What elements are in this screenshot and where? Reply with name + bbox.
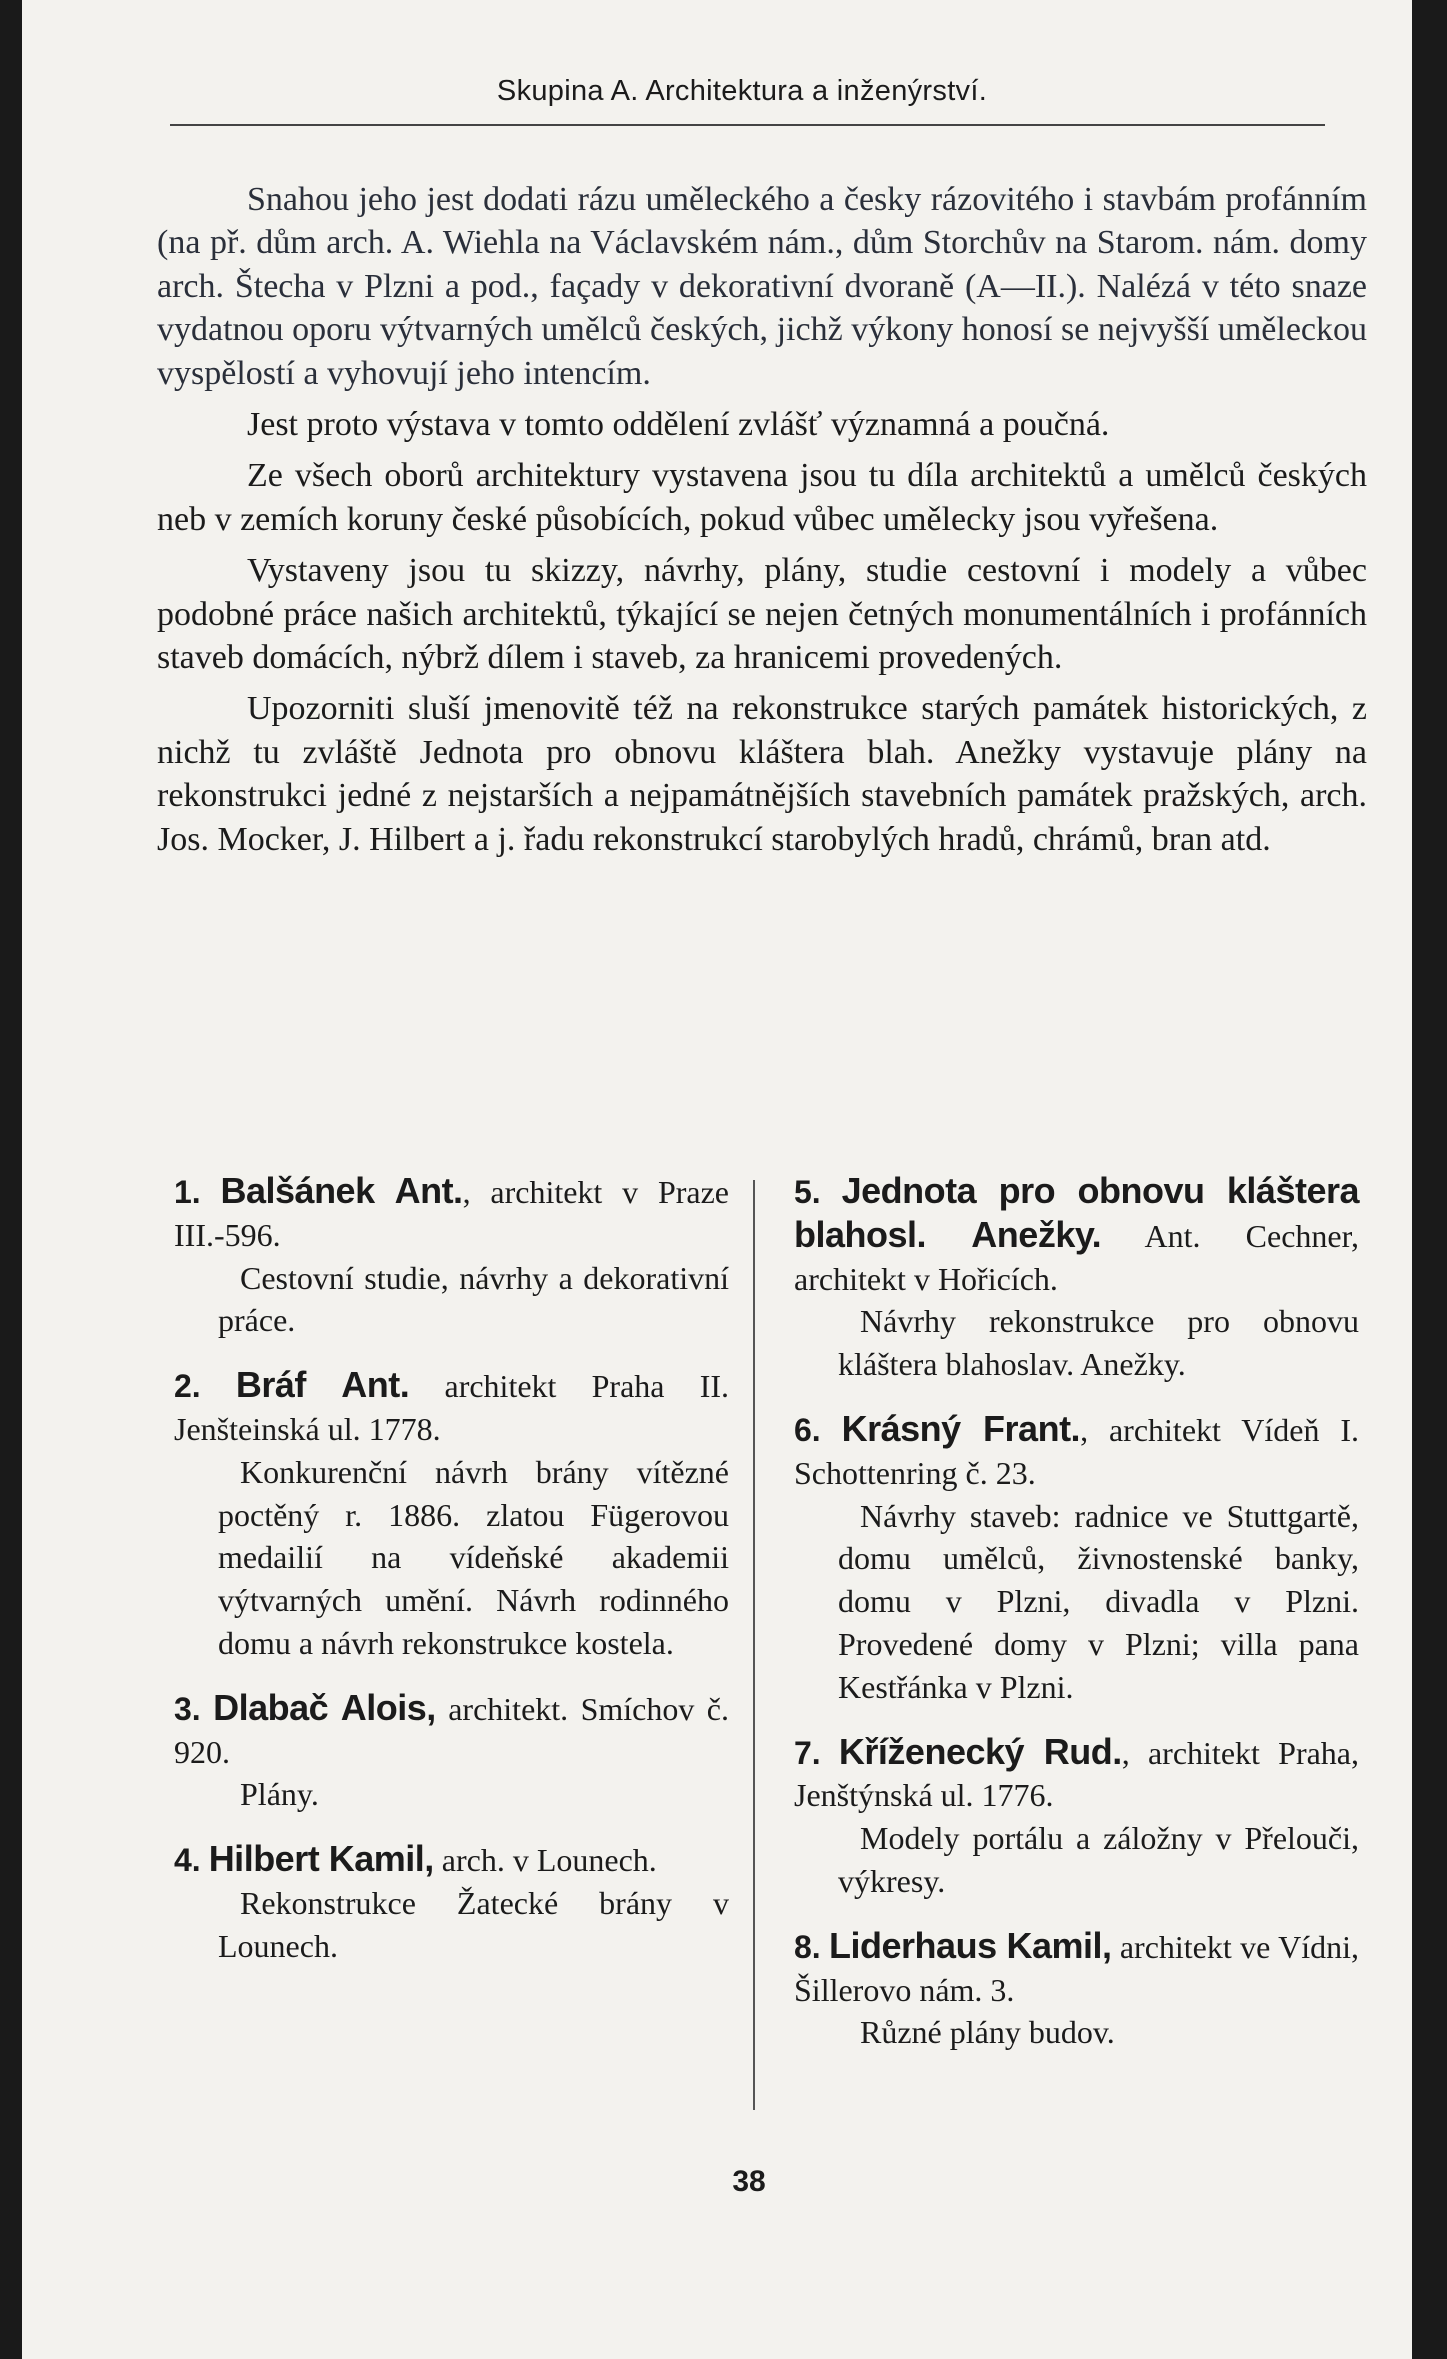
catalog-column-left bbox=[174, 1170, 729, 1990]
entry-number: 5. bbox=[794, 1174, 821, 1210]
intro-paragraph-4: Vystaveny jsou tu skizzy, návrhy, plány, studie cestovní i modely a vůbec podobné práce našich architektů, týkající se nejen četných monumentálních i profánních staveb domácích, nýbrž dílem i staveb, za hranicemi provedených. bbox=[157, 552, 1367, 677]
entry-description: Návrhy staveb: radnice ve Stuttgartě, domu umělců, živnostenské banky, domu v Plzni, divadla v Plzni. Provedené domy v Plzni; villa pana Kestřánka v Plzni. bbox=[838, 1497, 1359, 1705]
intro-paragraph-2: Jest proto výstava v tomto oddělení zvlášť významná a poučná. bbox=[247, 406, 1110, 444]
entry-description: Konkurenční návrh brány vítězné poctěný r. 1886. zlatou Fügerovou medailií na vídeňské akademii výtvarných umění. Návrh rodinného domu a návrh rekonstrukce kostela. bbox=[218, 1453, 729, 1661]
entry-name: Liderhaus Kamil, bbox=[829, 1924, 1112, 1966]
entry-name: Jednota pro obnovu kláštera blahosl. Anežky. bbox=[794, 1170, 1360, 1255]
entry-description: Plány. bbox=[240, 1776, 319, 1813]
catalog-entry bbox=[794, 1925, 1359, 2054]
running-header: Skupina A. Architektura a inženýrství. bbox=[496, 75, 988, 107]
entry-name: Krásný Frant. bbox=[841, 1407, 1081, 1449]
catalog-column-right bbox=[794, 1170, 1359, 2076]
entry-number: 3. bbox=[174, 1690, 201, 1727]
entry-number: 2. bbox=[174, 1368, 201, 1405]
entry-info: , architekt Vídeň I. Schottenring č. 23. bbox=[794, 1411, 1360, 1491]
entry-name: Dlabač Alois, bbox=[213, 1686, 436, 1728]
header-rule bbox=[170, 124, 1325, 126]
entry-number: 1. bbox=[174, 1174, 201, 1210]
entry-name: Kříženecký Rud. bbox=[838, 1730, 1122, 1772]
entry-info: Ant. Cechner, architekt v Hořicích. bbox=[794, 1217, 1360, 1297]
entry-number: 6. bbox=[794, 1411, 821, 1448]
intro-paragraph-3: Ze všech oborů architektury vystavena jsou tu díla architektů a umělců českých neb v zemích koruny české působících, pokud vůbec umělecky jsou vyřešena. bbox=[157, 457, 1367, 538]
entry-description: Cestovní studie, návrhy a dekorativní práce. bbox=[218, 1259, 729, 1339]
entry-info: architekt ve Vídni, Šillerovo nám. 3. bbox=[794, 1928, 1360, 2008]
entry-info: arch. v Lounech. bbox=[433, 1842, 657, 1879]
catalog-entry bbox=[794, 1731, 1359, 1903]
entry-name: Balšánek Ant. bbox=[220, 1170, 463, 1211]
entry-number: 4. bbox=[174, 1842, 201, 1879]
entry-info: , architekt v Praze III.-596. bbox=[174, 1174, 729, 1253]
entry-name: Bráf Ant. bbox=[235, 1364, 410, 1406]
catalog-entry bbox=[174, 1364, 729, 1665]
catalog-entry bbox=[174, 1687, 729, 1816]
page-number: 38 bbox=[732, 2165, 766, 2198]
entry-description: Modely portálu a záložny v Přelouči, výkresy. bbox=[838, 1820, 1359, 1899]
entry-number: 7. bbox=[794, 1734, 821, 1771]
catalog-entry bbox=[794, 1408, 1359, 1709]
scanned-page-background bbox=[22, 0, 1412, 2359]
intro-paragraph-1: Snahou jeho jest dodati rázu uměleckého a česky rázovitého i stavbám profánním (na př. dům arch. A. Wiehla na Václavském nám., dům Storchův na Starom. nám. domy arch. Štecha v Plzni a pod., façady v dekorativní dvoraně (A—II.). Nalézá v této snaze vydatnou oporu výtvarných umělců českých, jichž výkony honosí se nejvyšší uměleckou vyspělostí a vyhovují jeho intencím. bbox=[157, 181, 1367, 392]
entry-info: , architekt Praha, Jenštýnská ul. 1776. bbox=[794, 1734, 1360, 1814]
entry-info: architekt Praha II. Jenšteinská ul. 1778. bbox=[174, 1368, 730, 1447]
catalog-entry bbox=[174, 1838, 729, 1967]
entry-name: Hilbert Kamil, bbox=[208, 1838, 434, 1880]
catalog-entry bbox=[174, 1170, 729, 1342]
catalog-entry bbox=[794, 1170, 1359, 1386]
intro-paragraph-5: Upozorniti sluší jmenovitě též na rekonstrukce starých památek historických, z nichž tu zvláště Jednota pro obnovu kláštera blah. Anežky vystavuje plány na rekonstrukci jedné z nejstarších a nejpamátnějších stavebních památek pražských, arch. Jos. Mocker, J. Hilbert a j. řadu rekonstrukcí starobylých hradů, chrámů, bran atd. bbox=[157, 690, 1367, 858]
column-divider bbox=[753, 1180, 755, 2110]
entry-description: Rekonstrukce Žatecké brány v Lounech. bbox=[218, 1884, 729, 1964]
entry-number: 8. bbox=[794, 1928, 821, 1965]
entry-description: Návrhy rekonstrukce pro obnovu kláštera blahoslav. Anežky. bbox=[838, 1303, 1359, 1383]
entry-description: Různé plány budov. bbox=[860, 2014, 1115, 2051]
intro-text bbox=[157, 178, 1367, 869]
page bbox=[22, 0, 1412, 2359]
entry-info: architekt. Smíchov č. 920. bbox=[174, 1690, 730, 1770]
